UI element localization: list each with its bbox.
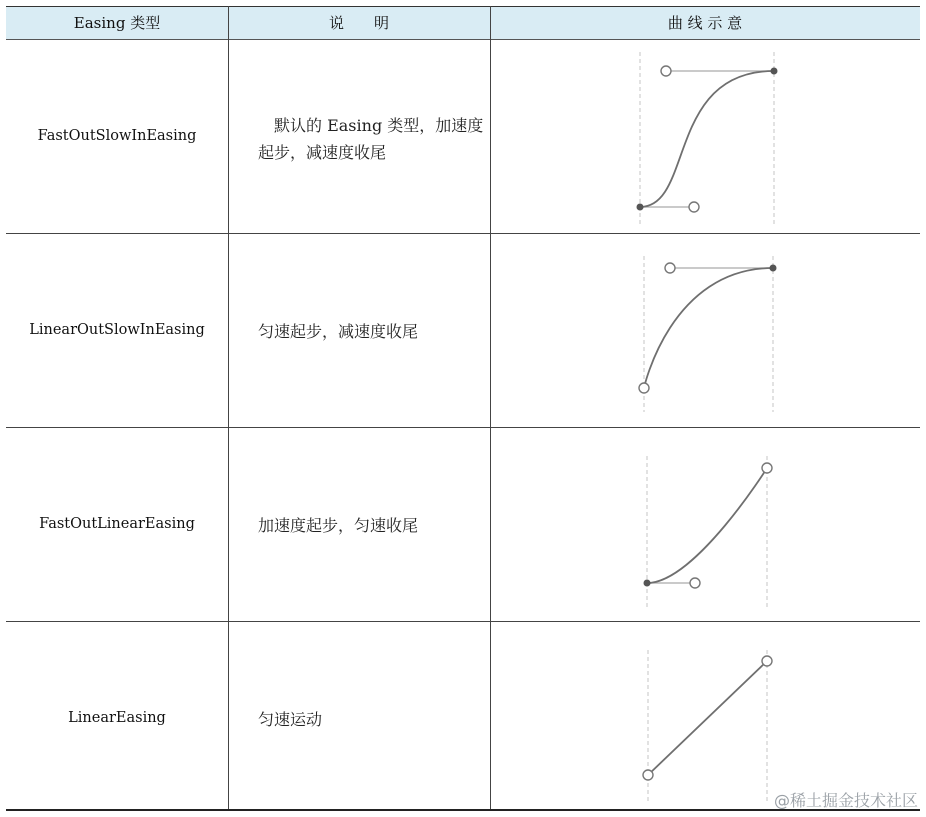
easing-name: FastOutLinearEasing [39, 516, 195, 532]
easing-table [6, 6, 920, 811]
easing-name: LinearOutSlowInEasing [29, 322, 205, 338]
easing-description: 匀速运动 [258, 710, 323, 729]
table-row [6, 40, 920, 233]
table-row [6, 622, 920, 809]
watermark: @稀土掘金技术社区 [773, 791, 918, 810]
easing-description: 匀速起步，减速度收尾 [258, 322, 419, 341]
table-header [6, 6, 920, 40]
curve-diagram-linear-out-slow-in [490, 234, 920, 427]
easing-description: 默认的 Easing 类型，加速度起步，减速度收尾 [258, 116, 484, 162]
easing-name: LinearEasing [68, 710, 166, 726]
header-easing-type: Easing 类型 [73, 14, 161, 32]
curve-diagram-linear [490, 622, 920, 809]
table-row [6, 428, 920, 621]
header-curve: 曲 线 示 意 [667, 14, 743, 32]
curve-diagram-fast-out-linear [490, 428, 920, 621]
header-description: 说 明 [328, 14, 389, 32]
easing-description: 加速度起步，匀速收尾 [258, 516, 419, 535]
curve-diagram-fast-out-slow-in [490, 40, 920, 233]
easing-name: FastOutSlowInEasing [37, 128, 197, 144]
table-row [6, 234, 920, 427]
